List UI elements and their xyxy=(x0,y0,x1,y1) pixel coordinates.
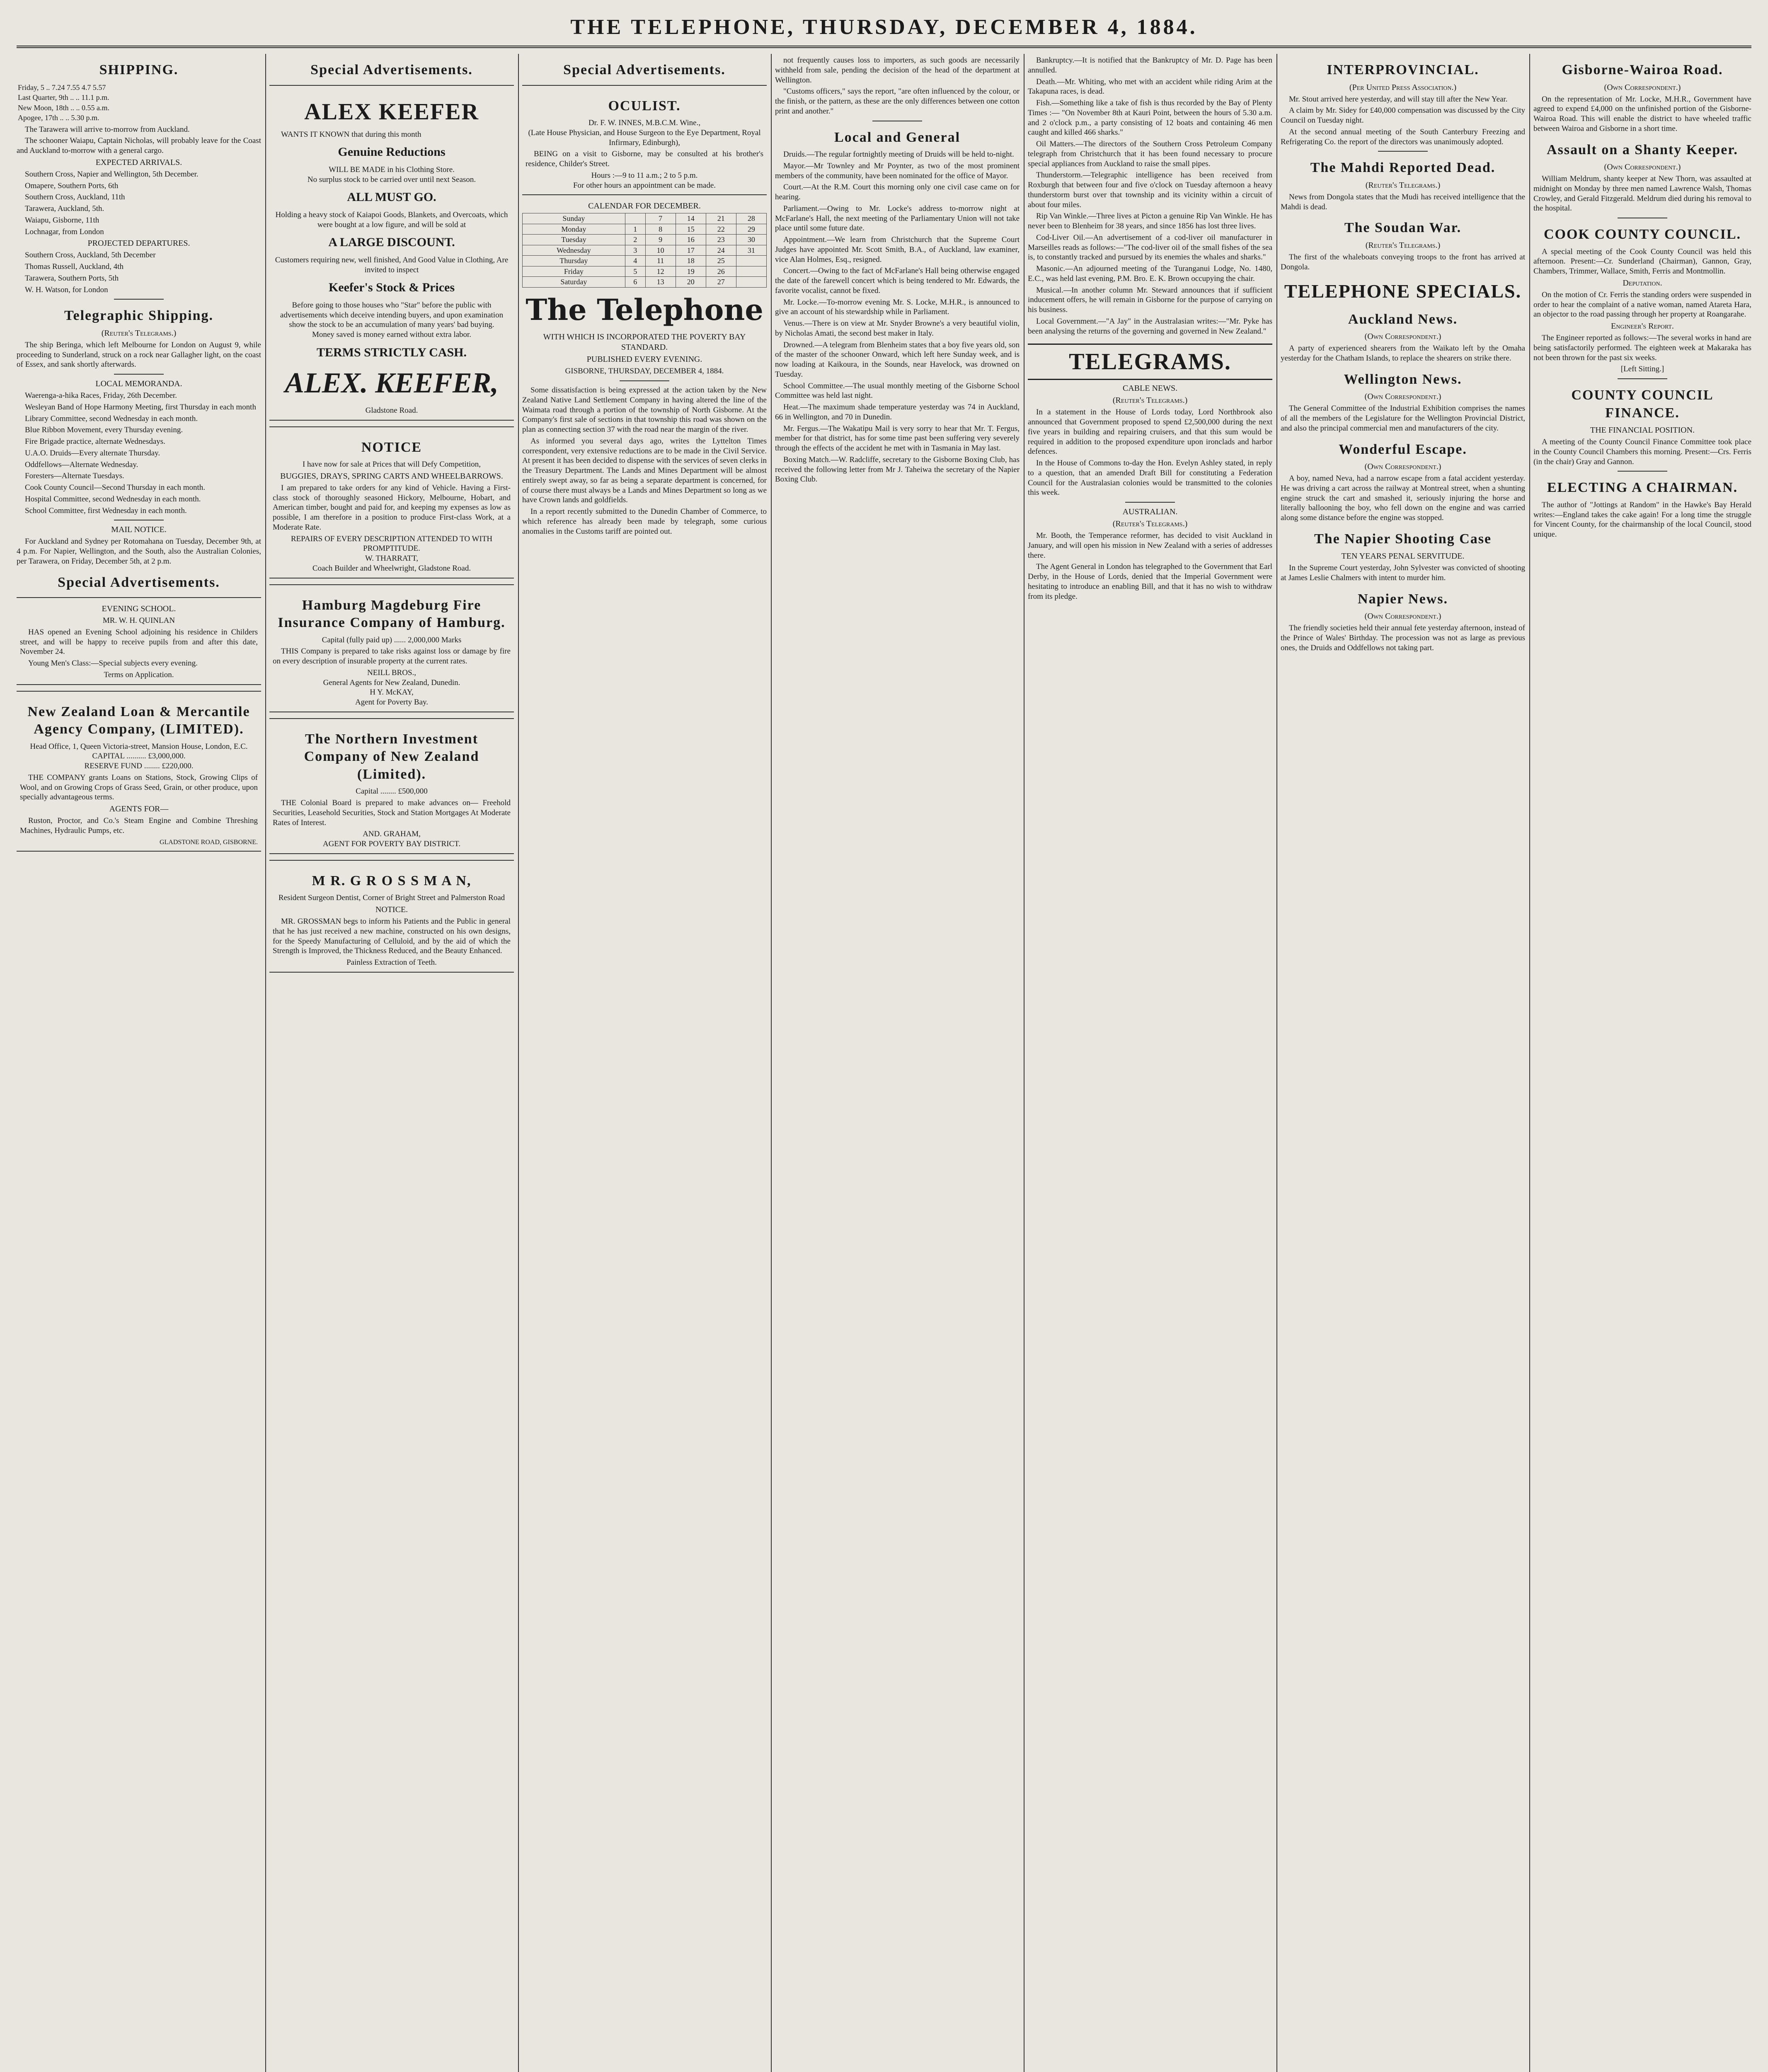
calendar-heading: CALENDAR FOR DECEMBER. xyxy=(588,201,701,211)
column-2 xyxy=(269,54,514,2072)
list-item: Southern Cross, Auckland, 11th xyxy=(25,193,125,202)
news-item: Thunderstorm.—Telegraphic intelligence has been received from Roxburgh that between four and five o'clock on Tuesday afternoon a heavy thunderstorm burst over that township and its vicinity within a circuit of about four miles. xyxy=(1028,171,1272,209)
ad-line: I have now for sale at Prices that will Defy Competition, xyxy=(302,460,481,469)
table-cell: 9 xyxy=(645,235,676,245)
news-item: William Meldrum, shanty keeper at New Thorn, was assaulted at midnight on Monday by three men named Lawrence Walsh, Thomas Crowley, and Gerald Fitzgerald. Meldrum died during his removal to the hospital. xyxy=(1533,174,1751,213)
table-cell: 18 xyxy=(676,256,706,266)
assault-heading: Assault on a Shanty Keeper. xyxy=(1547,142,1738,157)
masthead-title: THE TELEPHONE, THURSDAY, DECEMBER 4, 1884. xyxy=(17,8,1751,48)
ad-heading: M R. G R O S S M A N, xyxy=(312,873,472,888)
table-row xyxy=(523,245,767,256)
news-item: Local Government.—"A Jay" in the Australasian writes:—"Mr. Pyke has been analysing the returns of the governing and governed in New Zealand." xyxy=(1028,317,1272,336)
ad-name: MR. W. H. QUINLAN xyxy=(102,616,175,625)
assault-source: (Own Correspondent.) xyxy=(1604,162,1681,172)
table-cell: 6 xyxy=(625,277,645,288)
news-item: A boy, named Neva, had a narrow escape from a fatal accident yesterday. He was driving a cart across the railway at Montreal street, when a shunting engine struck the cart and smashed it, seriously injuring the horse and literally ballooning the boy, who fell down on the engine and was carried along some distance before the engine was stopped. xyxy=(1281,474,1525,522)
auckland-news-heading: Auckland News. xyxy=(1348,311,1458,327)
northern-investment-ad xyxy=(269,718,514,854)
ad-name: NEILL BROS., xyxy=(367,668,417,677)
napier-news-heading: Napier News. xyxy=(1358,591,1448,607)
ad-line: Hours :—9 to 11 a.m.; 2 to 5 p.m. xyxy=(591,171,698,180)
shipping-para: The schooner Waiapu, Captain Nicholas, will probably leave for the Coast and Auckland to-morrow with a general cargo. xyxy=(17,136,261,155)
list-item: Lochnagar, from London xyxy=(25,227,104,236)
leader-para: In a report recently submitted to the Dunedin Chamber of Commerce, to which reference has already been made by telegraph, some curious anomalies in the Customs tariff are pointed out. xyxy=(522,507,767,536)
table-cell: 31 xyxy=(736,245,766,256)
news-item: School Committee.—The usual monthly meeting of the Gisborne School Committee was held last night. xyxy=(775,381,1020,400)
table-cell: 3 xyxy=(625,245,645,256)
list-item: Waerenga-a-hika Races, Friday, 26th December. xyxy=(25,391,177,400)
list-item: Tarawera, Auckland, 5th. xyxy=(25,204,104,213)
divider xyxy=(1378,151,1428,152)
table-cell: 1 xyxy=(625,224,645,235)
moon-line: Last Quarter, 9th .. .. 11.1 p.m. xyxy=(18,93,109,102)
table-cell: 30 xyxy=(736,235,766,245)
divider xyxy=(1618,378,1667,379)
news-item: In the House of Commons to-day the Hon. Evelyn Ashley stated, in reply to a question, that an amended Draft Bill for constituting a Federation Council for the Australasian colonies would be transmitted to the colonies this week. xyxy=(1028,459,1272,497)
news-item: Mr. Fergus.—The Wakatipu Mail is very sorry to hear that Mr. T. Fergus, member for that district, has for some time past been suffering very severely through the effects of the accident he met with in Tasmania in May last. xyxy=(775,424,1020,453)
mahdi-heading: The Mahdi Reported Dead. xyxy=(1310,160,1496,176)
expected-arrivals-heading: EXPECTED ARRIVALS. xyxy=(95,157,182,167)
ad-subheading: BUGGIES, DRAYS, SPRING CARTS AND WHEELBARROWS. xyxy=(280,471,503,481)
ad-highlight: ALL MUST GO. xyxy=(347,190,436,204)
list-item: Tarawera, Southern Ports, 5th xyxy=(25,274,119,283)
moon-line: New Moon, 18th .. .. 0.55 a.m. xyxy=(18,103,109,112)
wonderful-escape-heading: Wonderful Escape. xyxy=(1339,441,1467,457)
ad-line: Painless Extraction of Teeth. xyxy=(346,958,437,967)
oculist-ad xyxy=(522,85,767,196)
ad-line: Capital ........ £500,000 xyxy=(356,787,428,796)
column-rule xyxy=(1276,54,1277,2072)
news-item: At the second annual meeting of the South Canterbury Freezing and Refrigerating Co. the report of the directors was unanimously adopted. xyxy=(1281,127,1525,146)
news-item: Boxing Match.—W. Radcliffe, secretary to the Gisborne Boxing Club, has received the following letter from Mr J. Taheiwa the secretary of the Napier Boxing Club. xyxy=(775,455,1020,484)
news-item: Musical.—In another column Mr. Steward announces that if sufficient inducement offers, he will remain in Gisborne for the purpose of carrying on his business. xyxy=(1028,286,1272,314)
hamburg-ad xyxy=(269,584,514,712)
column-rule xyxy=(771,54,772,2072)
ad-name: Dr. F. W. INNES, M.B.C.M. Wine., xyxy=(588,119,701,127)
special-ads-heading: Special Advertisements. xyxy=(563,62,726,77)
ad-signature: ALEX. KEEFER, xyxy=(285,367,499,399)
table-cell: 7 xyxy=(645,213,676,224)
list-item: Waiapu, Gisborne, 11th xyxy=(25,215,99,225)
list-item: Southern Cross, Napier and Wellington, 5th December. xyxy=(25,169,199,179)
ad-para: Ruston, Proctor, and Co.'s Steam Engine and Combine Threshing Machines, Hydraulic Pumps, etc. xyxy=(20,816,258,835)
ad-subheading: NOTICE. xyxy=(375,905,408,914)
ad-capital: CAPITAL .......... £3,000,000. xyxy=(92,752,186,761)
ad-para: WANTS IT KNOWN that during this month xyxy=(281,130,421,139)
table-cell: 8 xyxy=(645,224,676,235)
telephone-specials-heading: TELEPHONE SPECIALS. xyxy=(1284,281,1522,302)
dateline: GISBORNE, THURSDAY, DECEMBER 4, 1884. xyxy=(565,367,724,376)
news-item: Court.—At the R.M. Court this morning only one civil case came on for hearing. xyxy=(775,183,1020,201)
deputation-subheading: Deputation. xyxy=(1623,278,1662,288)
table-cell: 11 xyxy=(645,256,676,266)
soudan-heading: The Soudan War. xyxy=(1344,220,1462,236)
ad-line: No surplus stock to be carried over until next Season. xyxy=(307,175,476,184)
paper-nameplate: The Telephone xyxy=(526,292,763,327)
moon-line: Apogee, 17th .. .. 5.30 p.m. xyxy=(18,114,99,122)
ad-line: Customers requiring new, well finished, And Good Value in Clothing, Are invited to inspect xyxy=(275,255,509,274)
ad-name: AND. GRAHAM, xyxy=(363,830,421,839)
mail-notice-heading: MAIL NOTICE. xyxy=(111,525,167,535)
ad-para: MR. GROSSMAN begs to inform his Patients and the Public in general that he has just received a new machine, constructed on his own designs, for the Speedy Manufacturing of Celluloid, and by the aid of which the Strength is Improved, the Thickness Reduced, and the Beauty Enhanced. xyxy=(273,917,511,956)
news-item: Venus.—There is on view at Mr. Snyder Browne's a very beautiful violin, by Nicholas Amati, the second best maker in Italy. xyxy=(775,319,1020,338)
tide-table xyxy=(17,82,261,123)
ad-line: Money saved is money earned without extra labor. xyxy=(312,330,472,339)
leader-para: not frequently causes loss to importers, as such goods are necessarily withheld from sale, pending the decision of the head of the department at Wellington. xyxy=(775,56,1020,85)
ad-reserve: RESERVE FUND ........ £220,000. xyxy=(84,762,194,770)
news-item: The author of "Jottings at Random" in the Hawke's Bay Herald writes:—England takes the cake again! For a long time the struggle for Vincent County, for the chairmanship of the local Council, stood unique. xyxy=(1533,500,1751,539)
news-item: The friendly societies held their annual fete yesterday afternoon, instead of the Prince of Wales' Birthday. The procession was not as large as previous ones, the Druids and Oddfellows not taking part. xyxy=(1281,624,1525,652)
table-cell: 5 xyxy=(625,266,645,277)
list-item: Library Committee, second Wednesday in each month. xyxy=(25,414,198,423)
table-row xyxy=(523,277,767,288)
table-cell: 21 xyxy=(706,213,736,224)
tharratt-ad xyxy=(269,426,514,579)
ad-name: H Y. McKAY, xyxy=(370,688,414,697)
table-cell: 13 xyxy=(645,277,676,288)
ad-highlight: Keefer's Stock & Prices xyxy=(328,281,455,295)
news-item: Concert.—Owing to the fact of McFarlane's Hall being otherwise engaged the date of the farewell concert which is being tendered to Mr. Edwards, the favorite vocalist, cannot be fixed. xyxy=(775,266,1020,295)
news-item: The Engineer reported as follows:—The several works in hand are being satisfactorily performed. The eighteen week at Makaraka has not been thrown for the past six weeks. xyxy=(1533,334,1751,362)
column-rule xyxy=(518,54,519,2072)
news-item: Mayor.—Mr Townley and Mr Poynter, as two of the most prominent members of the community, have been nominated for the office of Mayor. xyxy=(775,161,1020,180)
ad-highlight: Genuine Reductions xyxy=(338,145,446,159)
napier-shooting-sub: TEN YEARS PENAL SERVITUDE. xyxy=(1341,552,1465,561)
left-sitting-note: [Left Sitting.] xyxy=(1620,365,1664,374)
mahdi-source: (Reuter's Telegrams.) xyxy=(1365,180,1441,190)
column-5 xyxy=(1028,54,1272,2072)
ad-name: W. THARRATT, xyxy=(365,554,418,563)
news-item: Appointment.—We learn from Christchurch that the Supreme Court Judges have appointed Mr. Scott Smith, B.A., of Auckland, law examiner, vice Alan Holmes, Esq., resigned. xyxy=(775,235,1020,264)
ad-line: Agent for Poverty Bay. xyxy=(355,698,429,707)
table-cell: 20 xyxy=(676,277,706,288)
column-rule xyxy=(265,54,266,2072)
keefer-ad xyxy=(269,85,514,421)
calendar-table xyxy=(522,213,767,288)
table-row xyxy=(523,224,767,235)
list-item: Hospital Committee, second Wednesday in each month. xyxy=(25,494,201,503)
list-item: Cook County Council—Second Thursday in each month. xyxy=(25,483,206,492)
table-row xyxy=(523,266,767,277)
table-row xyxy=(523,235,767,245)
news-item: Mr. Stout arrived here yesterday, and will stay till after the New Year. xyxy=(1289,94,1508,104)
divider xyxy=(1618,471,1667,472)
tides-line: Friday, 5 .. 7.24 7.55 4.7 5.57 xyxy=(18,83,106,92)
list-item: Blue Ribbon Movement, every Thursday evening. xyxy=(25,426,183,435)
news-item: The Agent General in London has telegraphed to the Government that Earl Derby, in the House of Lords, denied that the Imperial Government were hesitating to introduce an enabling Bill, and that it has no wish to withdraw from its pledge. xyxy=(1028,562,1272,601)
ad-heading: OCULIST. xyxy=(608,98,681,114)
special-ads-heading: Special Advertisements. xyxy=(310,62,473,77)
news-item: A claim by Mr. Sidey for £40,000 compensation was discussed by the City Council on Tuesday night. xyxy=(1281,106,1525,125)
news-item: Heat.—The maximum shade temperature yesterday was 74 in Auckland, 66 in Wellington, and 70 in Dunedin. xyxy=(775,403,1020,421)
ad-para: Young Men's Class:—Special subjects every evening. xyxy=(28,659,198,668)
special-ads-heading: Special Advertisements. xyxy=(58,574,220,590)
table-cell: 16 xyxy=(676,235,706,245)
finance-heading: COUNTY COUNCIL FINANCE. xyxy=(1571,387,1714,421)
ad-line: Coach Builder and Wheelwright, Gladstone Road. xyxy=(312,564,471,573)
ad-heading: NOTICE xyxy=(361,439,422,455)
table-cell: 29 xyxy=(736,224,766,235)
ad-heading: New Zealand Loan & Mercantile Agency Company, (LIMITED). xyxy=(27,704,250,737)
news-item: Masonic.—An adjourned meeting of the Turanganui Lodge, No. 1480, E.C., was held last evening, P.M. Bro. E. K. Brown occupying the chair. xyxy=(1028,264,1272,283)
ad-line: Before going to those houses who "Star" before the public with advertisements which deceive intending buyers, and upon examination show the stock to be an accumulation of many years' bad buying. xyxy=(280,300,504,329)
news-item: Death.—Mr. Whiting, who met with an accident while riding Arim at the Takapuna races, is dead. xyxy=(1028,77,1272,96)
list-item: Fire Brigade practice, alternate Wednesdays. xyxy=(25,437,165,446)
ad-line: WILL BE MADE in his Clothing Store. xyxy=(329,165,455,174)
news-item: A special meeting of the Cook County Council was held this afternoon. Present:—Cr. Sunderland (Chairman), Gannon, Gray, Chambers, Trimmer, Wallace, Smith, Ferris and Montmollin. xyxy=(1533,247,1751,276)
table-cell: Thursday xyxy=(523,256,625,266)
table-cell: Wednesday xyxy=(523,245,625,256)
local-memoranda-heading: LOCAL MEMORANDA. xyxy=(95,379,182,388)
news-item: Parliament.—Owing to Mr. Locke's address to-morrow night at McFarlane's Hall, the next meeting of the Parliamentary Union will not take place until some future date. xyxy=(775,204,1020,233)
ad-line: For other hours an appointment can be made. xyxy=(573,181,716,190)
table-cell: 10 xyxy=(645,245,676,256)
projected-departures-heading: PROJECTED DEPARTURES. xyxy=(87,239,190,248)
interprovincial-source: (Per United Press Association.) xyxy=(1349,82,1457,92)
column-1 xyxy=(17,54,261,2072)
ad-para: THIS Company is prepared to take risks against loss or damage by fire on every description of insurable property at the current rates. xyxy=(273,647,511,666)
column-4 xyxy=(775,54,1020,2072)
leader-para: "Customs officers," says the report, "are often influenced by the colour, or the finish, or the pattern, as these are the only differences between one cotton print and another." xyxy=(775,87,1020,116)
napier-news-source: (Own Correspondent.) xyxy=(1364,612,1441,621)
ad-terms: Terms on Application. xyxy=(104,670,174,679)
ad-agents-heading: AGENTS FOR— xyxy=(109,804,169,813)
ad-line: Gladstone Road. xyxy=(365,406,418,415)
list-item: Wesleyan Band of Hope Harmony Meeting, first Thursday in each month xyxy=(25,402,256,411)
news-item: In the Supreme Court yesterday, John Sylvester was convicted of shooting at James Leslie Chalmers with intent to murder him. xyxy=(1281,564,1525,582)
ad-heading: EVENING SCHOOL. xyxy=(102,604,176,613)
ad-footer: GLADSTONE ROAD, GISBORNE. xyxy=(159,838,258,846)
telegraphic-shipping-heading: Telegraphic Shipping. xyxy=(64,308,214,324)
table-cell: 25 xyxy=(706,256,736,266)
wairoa-source: (Own Correspondent.) xyxy=(1604,82,1681,92)
escape-source: (Own Correspondent.) xyxy=(1364,462,1441,471)
list-item: U.A.O. Druids—Every alternate Thursday. xyxy=(25,448,160,457)
auckland-source: (Own Correspondent.) xyxy=(1364,332,1441,341)
shipping-heading: SHIPPING. xyxy=(99,62,179,77)
table-cell: Sunday xyxy=(523,213,625,224)
ad-para: THE Colonial Board is prepared to make advances on— Freehold Securities, Leasehold Securities, Stock and Station Mortgages At Moderate Rates of Interest. xyxy=(273,799,511,827)
news-item: Mr. Locke.—To-morrow evening Mr. S. Locke, M.H.R., is announced to give an account of his stewardship while in Parliament. xyxy=(775,298,1020,317)
soudan-source: (Reuter's Telegrams.) xyxy=(1365,240,1441,250)
ad-highlight: TERMS STRICTLY CASH. xyxy=(316,345,467,359)
shipping-para: The Tarawera will arrive to-morrow from Auckland. xyxy=(25,125,190,134)
list-item: Oddfellows—Alternate Wednesday. xyxy=(25,460,138,469)
table-cell: 22 xyxy=(706,224,736,235)
ad-heading: The Northern Investment Company of New Zealand (Limited). xyxy=(304,731,480,782)
ad-heading: ALEX KEEFER xyxy=(304,99,479,125)
ad-office: Head Office, 1, Queen Victoria-street, Mansion House, London, E.C. xyxy=(30,742,248,751)
wairoa-road-heading: Gisborne-Wairoa Road. xyxy=(1562,62,1723,77)
ad-para: BEING on a visit to Gisborne, may be consulted at his brother's residence, Childer's Street. xyxy=(526,150,763,168)
table-cell: 28 xyxy=(736,213,766,224)
ad-line: Holding a heavy stock of Kaiapoi Goods, Blankets, and Overcoats, which were bought at a low figure, and will be sold at xyxy=(275,210,508,229)
wellington-source: (Own Correspondent.) xyxy=(1364,392,1441,402)
column-rule xyxy=(1529,54,1530,2072)
cable-news-heading: CABLE NEWS. xyxy=(1122,384,1178,393)
divider xyxy=(620,380,669,381)
news-item: Mr. Booth, the Temperance reformer, has decided to visit Auckland in January, and will open his mission in New Zealand with a series of addresses there. xyxy=(1028,531,1272,560)
ad-line: REPAIRS OF EVERY DESCRIPTION ATTENDED TO WITH PROMPTITUDE. xyxy=(291,534,493,553)
telegraphic-source: (Reuter's Telegrams.) xyxy=(101,328,177,338)
interprovincial-heading: INTERPROVINCIAL. xyxy=(1327,62,1479,77)
list-item: Omapere, Southern Ports, 6th xyxy=(25,181,119,190)
ad-heading: Hamburg Magdeburg Fire Insurance Company of Hamburg. xyxy=(278,597,506,630)
column-7 xyxy=(1533,54,1751,2072)
table-cell: 19 xyxy=(676,266,706,277)
divider xyxy=(114,374,164,375)
paper-subtitle: WITH WHICH IS INCORPORATED THE POVERTY BAY STANDARD. xyxy=(543,332,746,352)
table-cell: 26 xyxy=(706,266,736,277)
table-cell: 27 xyxy=(706,277,736,288)
divider xyxy=(1125,502,1175,503)
telegrams-heading: TELEGRAMS. xyxy=(1028,344,1272,380)
list-item: Foresters—Alternate Tuesdays. xyxy=(25,472,124,481)
ad-highlight: A LARGE DISCOUNT. xyxy=(328,235,455,249)
table-cell: 17 xyxy=(676,245,706,256)
news-item: News from Dongola states that the Mudi has received intelligence that the Mahdi is dead. xyxy=(1281,192,1525,211)
ad-para: I am prepared to take orders for any kind of Vehicle. Having a First-class stock of thoroughly seasoned Hickory, Melbourne, Hobart, and American timber, bought and paid for, and keeping my expenses as low as possible, I am therefore in a position to produce First-class Work, at a Moderate Rate. xyxy=(273,483,511,532)
finance-subheading: THE FINANCIAL POSITION. xyxy=(1590,426,1695,435)
news-item: Drowned.—A telegram from Blenheim states that a boy five years old, son of the master of the schooner Onward, which left here Sunday week, and is now loading at Kaikoura, in the Sounds, near Havelock, was drowned on Tuesday. xyxy=(775,340,1020,379)
telegraphic-para: The ship Beringa, which left Melbourne for London on August 9, while proceeding to Sunderland, struck on a rock near Gallagher light, on the coast of Essex, and sank shortly afterwards. xyxy=(17,340,261,369)
list-item: School Committee, first Wednesday in each month. xyxy=(25,506,187,515)
ad-para: HAS opened an Evening School adjoining his residence in Childers street, and will be happy to receive pupils from and after this date, November 24. xyxy=(20,627,258,656)
electing-chairman-heading: ELECTING A CHAIRMAN. xyxy=(1547,480,1738,496)
news-item: Oil Matters.—The directors of the Southern Cross Petroleum Company telegraph from Christchurch that it has been found necessary to procure special appliances from Auckland to raise the small pipes. xyxy=(1028,140,1272,168)
column-3 xyxy=(522,54,767,2072)
news-item: Bankruptcy.—It is notified that the Bankruptcy of Mr. D. Page has been annulled. xyxy=(1028,56,1272,75)
table-cell: 2 xyxy=(625,235,645,245)
news-item: A meeting of the County Council Finance Committee took place in the County Council Chambers this morning. Present:—Crs. Ferris (in the chair) Gray and Gannon. xyxy=(1533,438,1751,466)
table-cell: Saturday xyxy=(523,277,625,288)
wellington-news-heading: Wellington News. xyxy=(1344,371,1462,387)
table-row xyxy=(523,256,767,266)
list-item: Thomas Russell, Auckland, 4th xyxy=(25,262,124,271)
news-item: On the representation of Mr. Locke, M.H.R., Government have agreed to expend £4,000 on the unfinished portion of the Gisborne-Wairoa Road. This will enable the district to have wheeled traffic between Wairoa and Gisborne in a short time. xyxy=(1533,94,1751,133)
napier-shooting-heading: The Napier Shooting Case xyxy=(1314,531,1492,547)
ad-line: Capital (fully paid up) ...... 2,000,000 Marks xyxy=(322,635,462,644)
news-item: Fish.—Something like a take of fish is thus recorded by the Bay of Plenty Times :— "On November 8th at Kauri Point, between the hours of 5.30 a.m. and 2 o'clock p.m., a party consisting of 12 boats and containing 46 men caught and killed 466 sharks." xyxy=(1028,99,1272,137)
australian-heading: AUSTRALIAN. xyxy=(1122,507,1178,516)
divider xyxy=(114,299,164,300)
table-cell: 12 xyxy=(645,266,676,277)
table-cell: Monday xyxy=(523,224,625,235)
ad-line: (Late House Physician, and House Surgeon to the Eye Department, Royal Infirmary, Edinburgh), xyxy=(528,128,761,147)
nz-loan-ad xyxy=(17,691,261,852)
table-cell: 15 xyxy=(676,224,706,235)
table-row xyxy=(523,213,767,224)
evening-school-ad xyxy=(17,597,261,685)
news-item: The first of the whaleboats conveying troops to the front has arrived at Dongola. xyxy=(1281,252,1525,271)
list-item: W. H. Watson, for London xyxy=(25,285,108,294)
table-cell: Friday xyxy=(523,266,625,277)
ad-line: Resident Surgeon Dentist, Corner of Bright Street and Palmerston Road xyxy=(278,893,505,903)
list-item: Southern Cross, Auckland, 5th December xyxy=(25,251,156,260)
ad-line: General Agents for New Zealand, Dunedin. xyxy=(323,678,460,687)
news-item: Druids.—The regular fortnightly meeting of Druids will be held to-night. xyxy=(783,150,1014,159)
table-cell: Tuesday xyxy=(523,235,625,245)
news-item: Cod-Liver Oil.—An advertisement of a cod-liver oil manufacturer in Marseilles reads as follows:—"The cod-liver oil of the small fishes of the sea is, to constantly tracked and pursued by its enemies the whales and sharks." xyxy=(1028,233,1272,262)
cable-source: (Reuter's Telegrams.) xyxy=(1112,396,1188,405)
australian-source: (Reuter's Telegrams.) xyxy=(1112,519,1188,528)
news-item: On the motion of Cr. Ferris the standing orders were suspended in order to hear the complaint of a native woman, named Atareta Hara, an objector to the road passing through her property at Roangarahe. xyxy=(1533,290,1751,319)
news-item: A party of experienced shearers from the Waikato left by the Omaha yesterday for the Chatham Islands, to replace the shearers on strike there. xyxy=(1281,344,1525,363)
table-cell: 14 xyxy=(676,213,706,224)
news-item: Rip Van Winkle.—Three lives at Picton a genuine Rip Van Winkle. He has never been to Blenheim for 38 years, and since 1856 has lost three lives. xyxy=(1028,212,1272,230)
table-cell: 23 xyxy=(706,235,736,245)
news-item: In a statement in the House of Lords today, Lord Northbrook also announced that Government proposed to spend £2,500,000 during the next five years in building and repairing cruisers, and that this sum would be required in addition to the proposed expenditure upon ironclads and harbor defences. xyxy=(1028,408,1272,456)
leader-para: As informed you several days ago, writes the Lyttelton Times correspondent, very extensive reductions are to be made in the Civil Service. At present it has been decided to dispense with the services of seven clerks in the Treasury Department. The Lands and Mines Department will be almost entirely swept away, so far as being a separate department is concerned, for of course there must always be a Lands and Mines Department so long as we have Crown lands and goldfields. xyxy=(522,436,767,505)
mail-notice-para: For Auckland and Sydney per Rotomahana on Tuesday, December 9th, at 4 p.m. For Napier, Wellington, and the South, also the Australian Colonies, per Tarawera, on Friday, December 5th, at 2 p.m. xyxy=(17,537,261,566)
table-cell: 4 xyxy=(625,256,645,266)
engineer-subheading: Engineer's Report. xyxy=(1611,322,1674,331)
column-6 xyxy=(1281,54,1525,2072)
local-general-heading: Local and General xyxy=(834,129,961,145)
news-item: The General Committee of the Industrial Exhibition comprises the names of all the members of the Legislature for the Wellington Provincial District, and also the principal commercial men and manufacturers of the city. xyxy=(1281,404,1525,433)
ad-para: THE COMPANY grants Loans on Stations, Stock, Growing Clips of Wool, and on Growing Crops of Grass Seed, Grain, or other produce, upon specially advantageous terms. xyxy=(20,773,258,802)
leader-para: Some dissatisfaction is being expressed at the action taken by the New Zealand Native Land Settlement Company in having altered the line of the Waimata road through a portion of the township of North Gisborne. At the Company's first sale of sections in that township this road was shown on the plan as connecting section 37 with the road near the margin of the river. xyxy=(522,386,767,434)
table-cell: 24 xyxy=(706,245,736,256)
paper-published: PUBLISHED EVERY EVENING. xyxy=(586,355,702,364)
ad-line: AGENT FOR POVERTY BAY DISTRICT. xyxy=(322,840,461,848)
county-council-heading: COOK COUNTY COUNCIL. xyxy=(1543,227,1741,242)
grossman-ad xyxy=(269,860,514,973)
